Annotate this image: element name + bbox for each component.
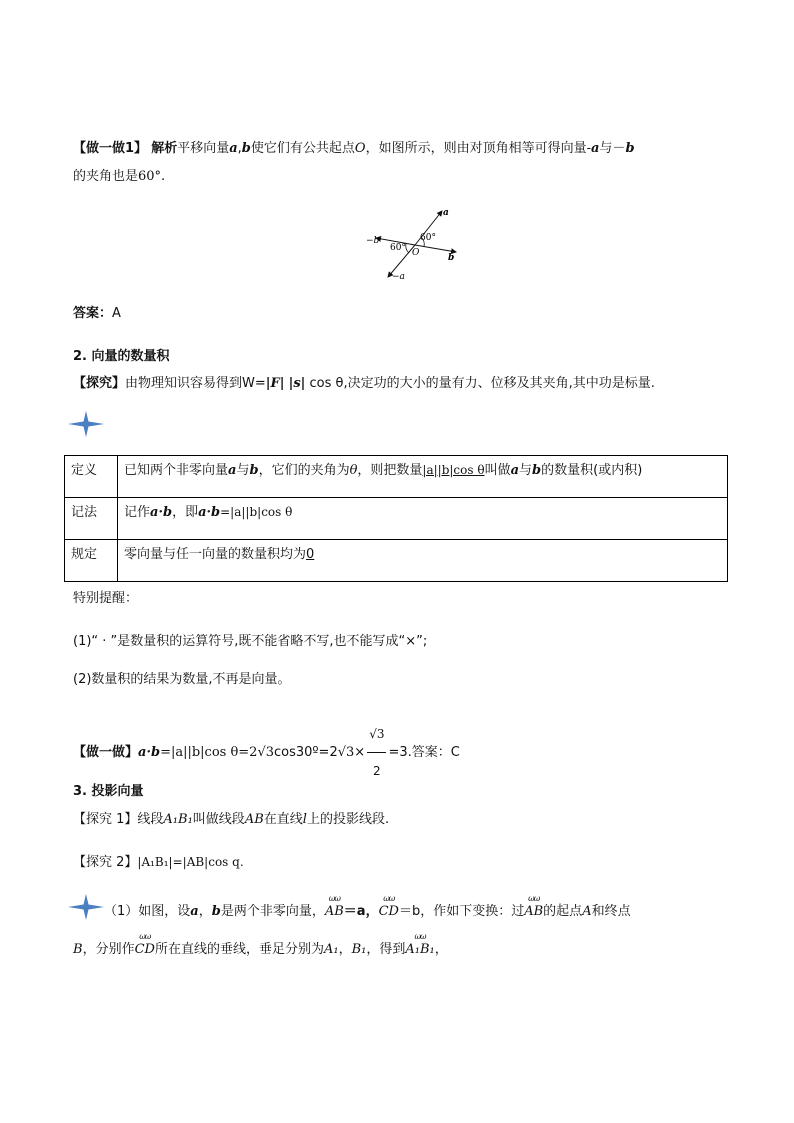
zuo1-line-2: 的夹角也是60°. <box>73 169 166 184</box>
para-line-2 <box>73 932 448 957</box>
text: 和终点 <box>591 904 631 919</box>
vec-b: b <box>625 141 635 156</box>
vector-arrow: ωω <box>328 894 340 903</box>
tanjiu-line <box>73 372 655 391</box>
line-l: l <box>302 812 307 827</box>
formula: =3.答案：C <box>388 745 460 760</box>
vector-label: AB <box>524 904 544 919</box>
angle-figure <box>360 203 470 283</box>
note-2: (2)数量积的结果为数量,不再是向量。 <box>73 672 291 687</box>
vec-b: b <box>241 141 251 156</box>
vec-a: a <box>228 463 237 478</box>
table-row <box>65 456 728 498</box>
table-row <box>65 540 728 582</box>
fraction <box>367 716 386 789</box>
vec-a: a <box>190 904 199 919</box>
denominator: 2 <box>373 764 381 778</box>
force: |F| <box>265 376 285 391</box>
vector-cd <box>378 894 399 919</box>
row-value <box>118 540 728 582</box>
answer-1 <box>73 302 121 321</box>
label-angle-upper: 60° <box>420 233 436 243</box>
row-key: 定义 <box>65 456 118 498</box>
point-B: B <box>73 942 83 957</box>
table-row <box>65 498 728 540</box>
text: （1）如图，设 <box>104 904 191 919</box>
times: × <box>354 745 366 760</box>
section-3-title: 3. 投影向量 <box>73 784 144 799</box>
text: 线段 <box>137 812 164 827</box>
label-angle-lower: 60° <box>390 243 406 253</box>
text: 记作 <box>124 505 151 520</box>
zuo2-line <box>73 716 460 789</box>
point-O: O <box>354 141 366 156</box>
label-b: b <box>448 253 455 263</box>
zuo1-tag: 【做一做1】 <box>73 141 148 156</box>
note-1: (1)“ · ”是数量积的运算符号,既不能省略不写,也不能写成“×”; <box>73 634 428 649</box>
text: 的数量积(或内积) <box>541 463 643 478</box>
vector-cd <box>134 932 155 957</box>
row-key: 规定 <box>65 540 118 582</box>
text: ， <box>338 942 352 957</box>
point-A1: A₁ <box>323 942 339 957</box>
row-key: 记法 <box>65 498 118 540</box>
vector-arrow: ωω <box>383 894 395 903</box>
tanjiu1-tag: 【探究 1】 <box>73 812 138 827</box>
zuo2-tag: 【做一做】 <box>73 745 139 760</box>
tanjiu-tag: 【探究】 <box>73 376 126 391</box>
star-icon <box>68 411 104 437</box>
text: ，分别作 <box>82 942 135 957</box>
vec-b: b <box>211 904 221 919</box>
vec-a: a <box>590 141 600 156</box>
text: ，它们的夹角为 <box>258 463 350 478</box>
vector-arrow: ωω <box>414 932 426 941</box>
vector-a1b1 <box>405 932 435 957</box>
vec-b-line <box>415 245 456 252</box>
formula: =|a||b|cos θ=2 <box>160 745 258 760</box>
row-value <box>118 498 728 540</box>
text: 的起点 <box>543 904 583 919</box>
dot-ab: a·b <box>150 505 173 520</box>
vec-b: b <box>532 463 542 478</box>
text: ， <box>434 942 448 957</box>
vector-label: A₁B₁ <box>405 942 435 957</box>
text: , <box>237 141 242 156</box>
segment-a1b1: A₁B₁ <box>163 812 193 827</box>
vector-label: CD <box>134 942 155 957</box>
text: 上的投影线段. <box>306 812 390 827</box>
label-neg-a: −a <box>392 272 405 282</box>
section-2-title: 2. 向量的数量积 <box>73 349 170 364</box>
text: 与－ <box>599 141 626 156</box>
label-origin: O <box>412 248 420 258</box>
text: 所在直线的垂线，垂足分别为 <box>154 942 324 957</box>
vector-arrow: ωω <box>528 894 540 903</box>
text: ＝b，作如下变换：过 <box>398 904 525 919</box>
label-neg-b: −b <box>366 236 380 246</box>
text: ， <box>198 904 212 919</box>
text: 由物理知识容易得到W= <box>125 376 266 391</box>
text: ，即 <box>172 505 199 520</box>
text: 平移向量 <box>177 141 230 156</box>
point-A: A <box>582 904 592 919</box>
vec-a: a <box>229 141 238 156</box>
text: ,决定功的大小的量有力、位移及其夹角,其中功是标量. <box>343 376 655 391</box>
vector-ab <box>524 894 544 919</box>
tanjiu1-line <box>73 808 389 827</box>
text: 与 <box>519 463 533 478</box>
text: 零向量与任一向量的数量积均为 <box>124 547 307 562</box>
numerator: √3 <box>367 716 386 753</box>
text: 使它们有公共起点 <box>250 141 355 156</box>
para-line-1 <box>104 894 631 919</box>
star-icon <box>68 894 104 920</box>
vector-label: CD <box>378 904 399 919</box>
vector-ab <box>324 894 344 919</box>
displacement: |s| <box>288 376 306 391</box>
vector-arrow: ωω <box>139 932 151 941</box>
vec-a: a <box>510 463 520 478</box>
theta: θ <box>349 463 358 478</box>
text: ，则把数量 <box>357 463 423 478</box>
dot-ab: a·b <box>198 505 221 520</box>
segment-ab: AB <box>244 812 264 827</box>
text: 是两个非零向量， <box>220 904 325 919</box>
sqrt3: √3 <box>257 745 275 760</box>
vec-b: b <box>249 463 259 478</box>
formula: cos30º=2 <box>274 745 338 760</box>
tanjiu2-line <box>73 851 244 870</box>
notes-title: 特别提醒： <box>73 591 139 606</box>
zero-value: 0 <box>306 547 315 562</box>
text: 与 <box>236 463 250 478</box>
dot-product-expr: |a||b|cos θ <box>422 463 485 477</box>
vector-label: AB <box>324 904 344 919</box>
projection-length: |A₁B₁|=|AB|cos q. <box>137 855 244 869</box>
sqrt3: √3 <box>337 745 355 760</box>
text: ，如图所示，则由对顶角相等可得向量- <box>365 141 591 156</box>
analysis-label: 解析 <box>151 141 178 156</box>
zuo1-line-1 <box>73 137 635 156</box>
text: ＝a， <box>343 904 379 919</box>
tanjiu2-tag: 【探究 2】 <box>73 855 138 870</box>
definition-table <box>64 455 728 582</box>
dot-ab: a·b <box>138 745 161 760</box>
text: 在直线 <box>263 812 303 827</box>
text: ，得到 <box>366 942 406 957</box>
answer-value: A <box>112 306 121 321</box>
text: 叫做 <box>484 463 511 478</box>
row-value <box>118 456 728 498</box>
text: 叫做线段 <box>192 812 245 827</box>
cos-theta: cos θ <box>309 376 344 391</box>
label-a: a <box>443 208 449 218</box>
formula: =|a||b|cos θ <box>220 505 293 519</box>
answer-label: 答案： <box>73 306 113 321</box>
angle-arc-lower <box>406 244 409 254</box>
point-B1: B₁ <box>351 942 367 957</box>
text: 已知两个非零向量 <box>124 463 229 478</box>
